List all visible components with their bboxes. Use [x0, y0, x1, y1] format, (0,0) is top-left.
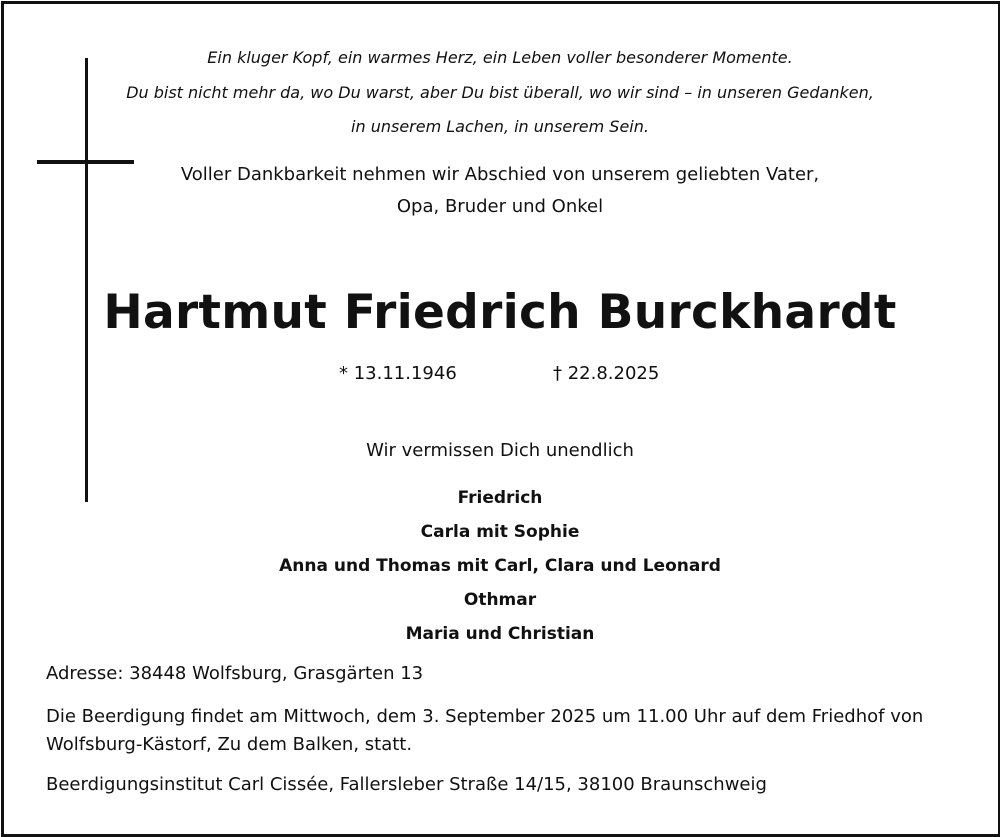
poem-line-1: Ein kluger Kopf, ein warmes Herz, ein Leben voller besonderer Momente. — [207, 48, 793, 67]
family-member: Anna und Thomas mit Carl, Clara und Leonard — [279, 556, 721, 576]
family-member: Friedrich — [457, 488, 543, 508]
intro-line-1: Voller Dankbarkeit nehmen wir Abschied von unserem geliebten Vater, — [180, 164, 820, 185]
birth-date: * 13.11.1946 — [339, 363, 457, 384]
address: Adresse: 38448 Wolfsburg, Grasgärten 13 — [46, 663, 424, 684]
farewell-message: Wir vermissen Dich unendlich — [366, 440, 634, 461]
funeral-info-line-2: Wolfsburg-Kästorf, Zu dem Balken, statt. — [46, 734, 413, 755]
intro-line-2: Opa, Bruder und Onkel — [396, 196, 604, 217]
deceased-name: Hartmut Friedrich Burckhardt — [103, 285, 897, 340]
funeral-info-line-1: Die Beerdigung findet am Mittwoch, dem 3. September 2025 um 11.00 Uhr auf dem Friedhof von — [46, 706, 924, 727]
family-member: Maria und Christian — [405, 624, 595, 644]
family-member: Othmar — [463, 590, 537, 610]
family-member: Carla mit Sophie — [420, 522, 580, 542]
poem-line-2: Du bist nicht mehr da, wo Du warst, aber Du bist überall, wo wir sind – in unseren Gedanken, — [126, 83, 874, 102]
death-date: † 22.8.2025 — [553, 363, 660, 384]
poem-line-3: in unserem Lachen, in unserem Sein. — [351, 117, 649, 136]
undertaker-info: Beerdigungsinstitut Carl Cissée, Fallersleber Straße 14/15, 38100 Braunschweig — [46, 774, 767, 795]
